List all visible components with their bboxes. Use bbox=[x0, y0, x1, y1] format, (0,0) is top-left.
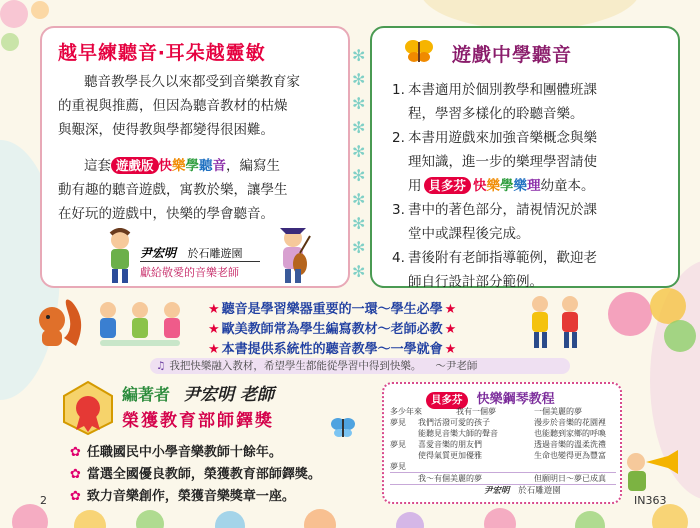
slogan-line bbox=[208, 298, 458, 317]
poem-row: 多少年來 我有一個夢 一個美麗的夢 bbox=[390, 407, 582, 416]
poem-row: 使得氣質更加優雅 生命也變得更為豐富 bbox=[418, 451, 606, 460]
right-info-panel bbox=[370, 26, 680, 288]
author-label: 編著者 bbox=[122, 385, 171, 404]
flower-icon bbox=[600, 284, 700, 354]
poem-row: 能聽見音樂大師的聲音 也能聽到家鄉的呼喚 bbox=[418, 429, 606, 438]
snowflake-icon: ✻ bbox=[352, 214, 366, 233]
star-icon: ★ bbox=[208, 302, 220, 317]
signature-dedication: 獻給敬愛的音樂老師 bbox=[140, 266, 239, 279]
slogan-line bbox=[208, 318, 458, 337]
bullet-text: 當選全國優良教師，榮獲教育部師鐸獎。 bbox=[86, 467, 321, 482]
page-number: 2 bbox=[40, 494, 47, 507]
star-icon: ★ bbox=[208, 342, 220, 357]
quote-text: 我把快樂融入教材，希望學生都能從學習中得到快樂。 bbox=[169, 360, 422, 372]
star-icon: ★ bbox=[444, 322, 457, 337]
snowflake-icon: ✻ bbox=[352, 70, 366, 89]
happy-learn-listening-label: 快樂學聽音 bbox=[158, 158, 227, 174]
snowflake-icon: ✻ bbox=[352, 190, 366, 209]
signature-name: 尹宏明 bbox=[484, 486, 510, 496]
list-item bbox=[70, 464, 321, 486]
bullet-text: 任職國民中小學音樂教師十餘年。 bbox=[86, 445, 282, 460]
snowflake-icon: ✻ bbox=[352, 166, 366, 185]
right-panel-title: 遊戲中學聽音 bbox=[452, 44, 573, 66]
butterfly-icon bbox=[330, 416, 356, 440]
music-note-icon: ♫ bbox=[156, 360, 166, 372]
text-span: 本書用遊戲來加強音樂概念與樂 bbox=[408, 130, 597, 146]
author-name: 尹宏明 老師 bbox=[183, 385, 275, 405]
text-line: 與艱深，使得教與學都變得很困難。 bbox=[58, 122, 274, 138]
text-line: 程，學習多樣化的聆聽音樂。 bbox=[408, 106, 584, 122]
list-item bbox=[392, 78, 676, 126]
poem-row: 夢見 我們活潑可愛的孩子 漫步於音樂的花園裡 bbox=[390, 418, 606, 427]
text-line: 的重視與推薦，但因為聽音教材的枯燥 bbox=[58, 98, 288, 114]
left-panel-title: 越早練聽音‧耳朵越靈敏 bbox=[58, 42, 266, 64]
snowflake-icon: ✻ bbox=[352, 46, 366, 65]
snowflake-icon: ✻ bbox=[352, 262, 366, 281]
text-span: 用 bbox=[408, 178, 422, 194]
left-panel-para1 bbox=[58, 70, 348, 142]
star-icon: ★ bbox=[444, 302, 457, 317]
text-span: 本書適用於個別教學和團體班課 bbox=[408, 82, 597, 98]
list-item bbox=[70, 442, 321, 464]
product-code: IN363 bbox=[634, 494, 667, 507]
poem bbox=[390, 406, 616, 485]
beethoven-badge: 貝多芬 bbox=[426, 392, 468, 409]
signature-place: 於石雕遊園 bbox=[518, 486, 561, 496]
cartoon-kids-icon bbox=[520, 292, 590, 352]
cartoon-kids-icon bbox=[100, 228, 140, 286]
author-line bbox=[122, 380, 274, 405]
text-span: ，編寫生 bbox=[226, 158, 281, 174]
snowflake-icon: ✻ bbox=[352, 118, 366, 137]
beethoven-badge: 貝多芬 bbox=[424, 177, 472, 194]
text-line: 在好玩的遊戲中，快樂的學會聽音。 bbox=[58, 206, 274, 222]
quote-author: ～尹老師 bbox=[435, 360, 478, 372]
violin-player-icon bbox=[270, 226, 316, 286]
list-number: 4. bbox=[392, 250, 405, 266]
text-span: 書後附有老師指導範例，歡迎老 bbox=[408, 250, 597, 266]
bullet-text: 致力音樂創作，榮獲音樂獎章一座。 bbox=[86, 489, 295, 504]
happy-learn-theory-label: 快樂學樂理 bbox=[473, 178, 541, 194]
game-edition-chip: 遊戲版 bbox=[111, 157, 159, 174]
snowflake-icon: ✻ bbox=[352, 142, 366, 161]
list-number: 1. bbox=[392, 82, 405, 98]
book-ad-box bbox=[382, 382, 622, 504]
text-line bbox=[392, 174, 676, 198]
text-line bbox=[392, 78, 676, 102]
book-ad-title: 快樂鋼琴教程 bbox=[476, 392, 555, 407]
left-panel-para2 bbox=[58, 154, 348, 226]
poem-row: 我～有個美麗的夢 但願明日～夢已成真 bbox=[390, 473, 616, 485]
signature-place: 於石雕遊園 bbox=[187, 247, 243, 260]
squirrel-icon bbox=[28, 290, 88, 352]
text-line bbox=[392, 126, 676, 150]
list-item bbox=[392, 126, 676, 198]
text-line bbox=[392, 246, 676, 270]
text-line bbox=[392, 198, 676, 222]
text-span: 幼童本。 bbox=[540, 178, 595, 194]
poem-row: 夢見 bbox=[390, 461, 616, 473]
flower-icon: ✿ bbox=[70, 445, 81, 460]
text-line: 聽音教學長久以來都受到音樂教育家 bbox=[84, 74, 300, 90]
text-line: 理知識，進一步的樂理學習請使 bbox=[408, 154, 597, 170]
list-number: 3. bbox=[392, 202, 405, 218]
text-line: 動有趣的聽音遊戲，寓教於樂，讓學生 bbox=[58, 182, 288, 198]
slogan-text: 歐美教師常為學生編寫教材～老師必教 bbox=[221, 322, 443, 337]
cartoon-kids-icon bbox=[90, 300, 190, 352]
text-line: 堂中或課程後完成。 bbox=[408, 226, 530, 242]
list-number: 2. bbox=[392, 130, 405, 146]
star-icon: ★ bbox=[444, 342, 457, 357]
slogan-text: 本書提供系統性的聽音教學～一學就會 bbox=[221, 342, 443, 357]
text-line: 師自行設計部分範例。 bbox=[408, 274, 543, 290]
flower-icon bbox=[0, 492, 700, 528]
award-ribbon-icon bbox=[60, 380, 116, 436]
signature-name: 尹宏明 bbox=[140, 246, 177, 260]
left-info-panel bbox=[40, 26, 350, 288]
butterfly-icon bbox=[404, 38, 434, 64]
slogan-line bbox=[208, 338, 458, 357]
flower-icon: ✿ bbox=[70, 489, 81, 504]
slogan-text: 聽音是學習樂器重要的一環～學生必學 bbox=[221, 302, 443, 317]
text-span: 書中的著色部分，請視情況於課 bbox=[408, 202, 597, 218]
star-icon: ★ bbox=[208, 322, 220, 337]
poem-row: 夢見 喜愛音樂的朋友們 透過音樂的溫柔洗禮 bbox=[390, 440, 606, 449]
text-line bbox=[58, 154, 348, 178]
quote-banner bbox=[150, 358, 570, 374]
signature-block bbox=[140, 244, 260, 280]
snowflake-icon: ✻ bbox=[352, 238, 366, 257]
award-title: 榮獲教育部師鐸獎 bbox=[122, 411, 274, 431]
snowflake-icon: ✻ bbox=[352, 94, 366, 113]
signature-line bbox=[140, 244, 260, 262]
text-span: 這套 bbox=[84, 158, 111, 174]
flower-icon: ✿ bbox=[70, 467, 81, 482]
list-item bbox=[392, 198, 676, 246]
